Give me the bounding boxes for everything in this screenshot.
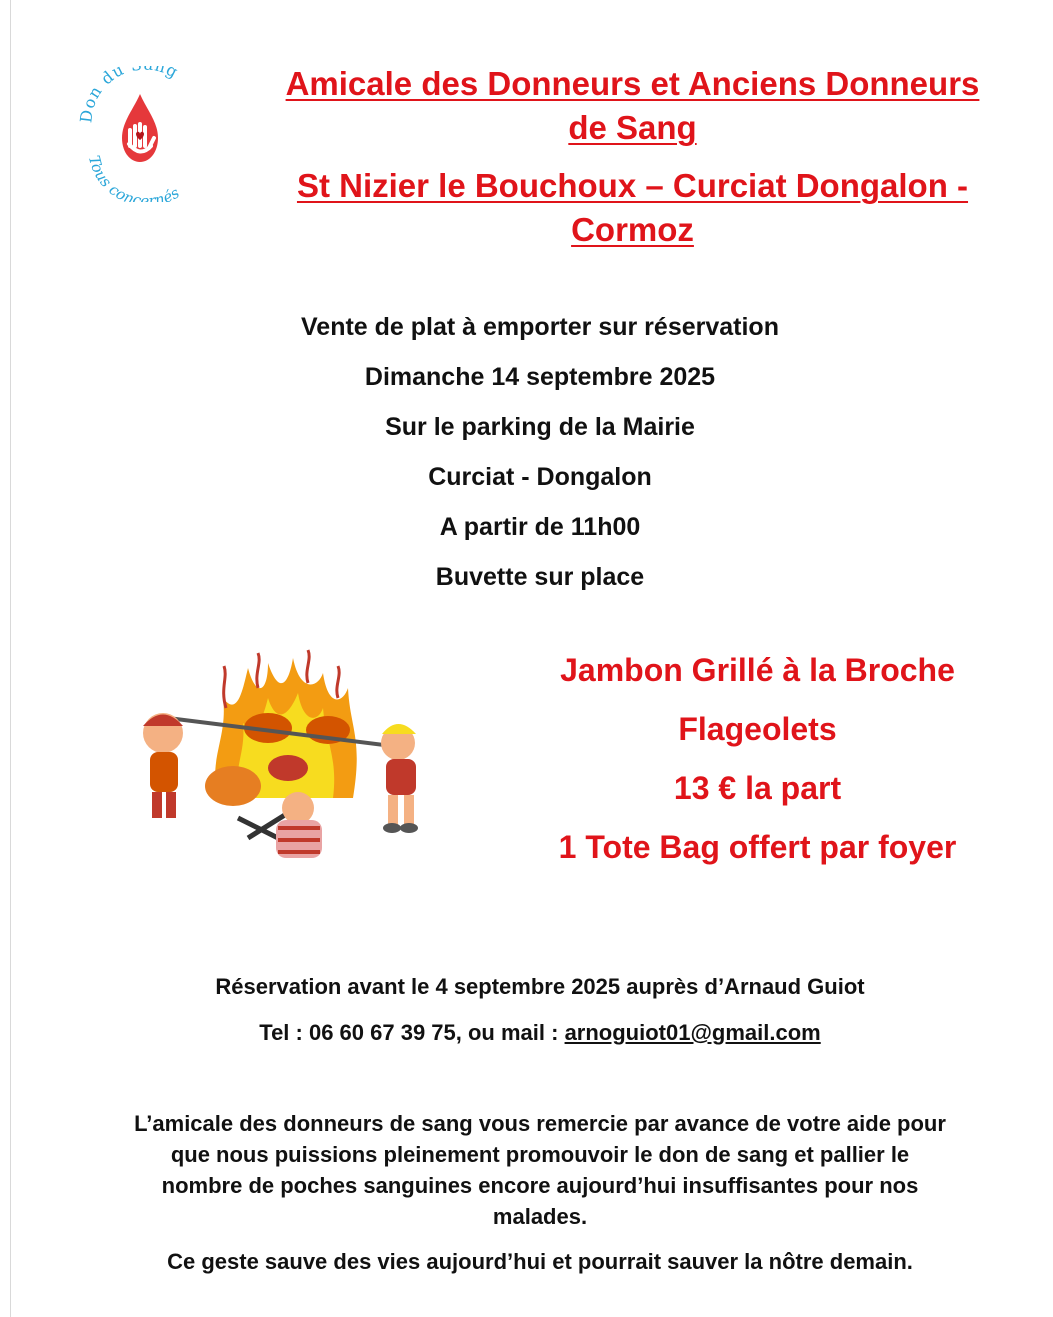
thanks-line4: malades. xyxy=(492,1204,588,1229)
don-du-sang-logo xyxy=(78,66,214,202)
phone-text: Tel : 06 60 67 39 75, ou mail : xyxy=(259,1020,565,1045)
menu-side: Flageolets xyxy=(678,711,837,747)
thanks-line3: nombre de poches sanguines encore aujourd’hui insuffisantes pour nos xyxy=(161,1173,919,1198)
reservation-deadline: Réservation avant le 4 septembre 2025 auprès d’Arnaud Guiot xyxy=(215,974,865,999)
event-date: Dimanche 14 septembre 2025 xyxy=(364,363,716,391)
spit-roast-cartoon-icon xyxy=(128,648,448,868)
page-edge xyxy=(10,0,11,1317)
event-details xyxy=(190,308,890,608)
thanks-paragraph xyxy=(60,1108,1020,1232)
header xyxy=(245,62,1020,252)
closing-line: Ce geste sauve des vies aujourd’hui et pourrait sauver la nôtre demain. xyxy=(167,1249,913,1274)
event-time: A partir de 11h00 xyxy=(439,513,641,541)
event-sale-type: Vente de plat à emporter sur réservation xyxy=(301,313,779,341)
blood-drop-hand-heart-icon xyxy=(78,66,214,202)
logo-top-text: Don du ng xyxy=(78,66,182,124)
spit-roast-illustration xyxy=(128,648,448,868)
menu-price: 13 € la part xyxy=(673,770,842,806)
event-town: Curciat - Dongalon xyxy=(428,463,652,491)
email-link[interactable]: arnoguiot01@gmail.com xyxy=(564,1020,821,1045)
menu xyxy=(500,642,1015,878)
reservation-contact xyxy=(110,1016,970,1062)
menu-dish: Jambon Grillé à la Broche xyxy=(560,652,955,688)
thanks-line1: L’amicale des donneurs de sang vous remercie par avance de votre aide pour xyxy=(134,1111,946,1136)
header-title-line1: Amicale des Donneurs et Anciens Donneurs xyxy=(285,65,980,102)
event-bar: Buvette sur place xyxy=(435,563,645,591)
menu-gift: 1 Tote Bag offert par foyer xyxy=(558,829,957,865)
event-place: Sur le parking de la Mairie xyxy=(385,413,695,441)
header-location-line1: St Nizier le Bouchoux – Curciat Dongalon - xyxy=(296,167,969,204)
thanks-line2: que nous puissions pleinement promouvoir le don de sang et pallier le xyxy=(170,1142,910,1167)
header-location-line2: Cormoz xyxy=(571,211,694,248)
svg-text:Tous concernés xyxy=(85,154,183,202)
header-title-line2: de Sang xyxy=(568,109,697,146)
logo-bottom-text: Tous concernés xyxy=(84,153,183,202)
reservation-info xyxy=(110,970,970,1062)
